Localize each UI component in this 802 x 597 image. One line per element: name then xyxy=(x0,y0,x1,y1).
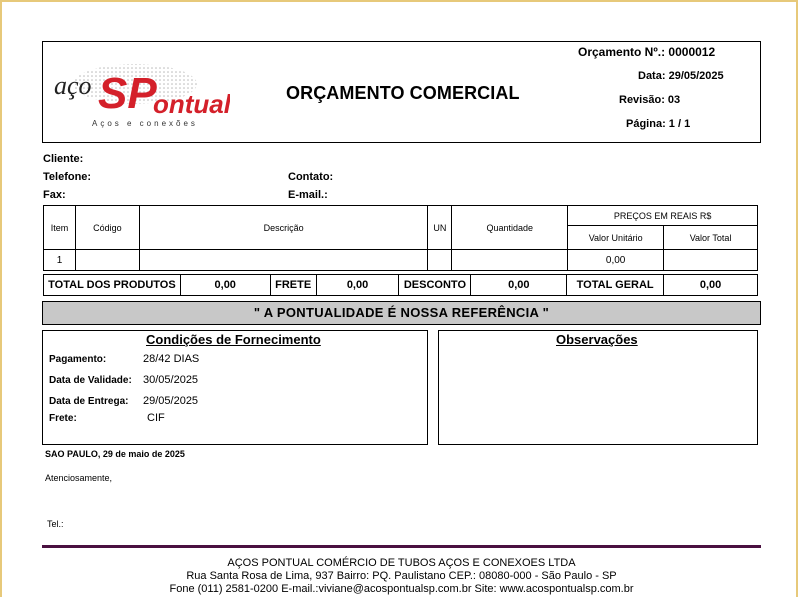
greeting: Atenciosamente, xyxy=(45,473,113,483)
revision: Revisão: 03 xyxy=(619,94,681,106)
fax-label: Fax: xyxy=(43,189,66,201)
pagamento-label: Pagamento: xyxy=(49,354,107,365)
header-codigo: Código xyxy=(75,206,139,250)
document-title: ORÇAMENTO COMERCIAL xyxy=(286,83,520,103)
svg-text:aço: aço xyxy=(54,71,92,100)
items-table xyxy=(43,205,758,271)
header-item: Item xyxy=(44,206,76,250)
entrega-value: 29/05/2025 xyxy=(143,395,199,407)
tel-label: Tel.: xyxy=(47,519,64,529)
observations-title: Observações xyxy=(556,332,638,347)
header-un: UN xyxy=(428,206,452,250)
page-number: Página: 1 / 1 xyxy=(626,118,691,130)
row-quantidade xyxy=(452,250,568,271)
totals-table xyxy=(43,274,758,296)
validade-value: 30/05/2025 xyxy=(143,374,199,386)
footer-address: Rua Santa Rosa de Lima, 937 Bairro: PQ. Paulistano CEP.: 08080-000 - São Paulo - SP xyxy=(186,570,617,582)
conditions-box xyxy=(42,330,428,445)
total-produtos-value: 0,00 xyxy=(180,275,270,296)
row-valor-unitario: 0,00 xyxy=(568,250,664,271)
conditions-title: Condições de Fornecimento xyxy=(146,332,321,347)
row-codigo xyxy=(75,250,139,271)
cliente-label: Cliente: xyxy=(43,153,84,165)
place-date: SAO PAULO, 29 de maio de 2025 xyxy=(45,449,185,459)
validade-label: Data de Validade: xyxy=(49,375,132,386)
slogan-banner: " A PONTUALIDADE É NOSSA REFERÊNCIA " xyxy=(42,301,761,325)
orcamento-number: Orçamento Nº.: 0000012 xyxy=(578,45,716,59)
desconto-label: DESCONTO xyxy=(399,275,471,296)
table-row xyxy=(44,250,758,271)
svg-text:Aços e conexões: Aços e conexões xyxy=(92,119,198,128)
row-un xyxy=(428,250,452,271)
header-quantidade: Quantidade xyxy=(452,206,568,250)
row-item: 1 xyxy=(44,250,76,271)
pagamento-value: 28/42 DIAS xyxy=(143,353,200,365)
frete-label: FRETE xyxy=(270,275,316,296)
svg-text:SP: SP xyxy=(98,69,157,118)
header-valor-unitario: Valor Unitário xyxy=(568,226,664,250)
total-geral-label: TOTAL GERAL xyxy=(567,275,664,296)
footer-company: AÇOS PONTUAL COMÉRCIO DE TUBOS AÇOS E CONEXOES LTDA xyxy=(227,557,576,569)
document-date: Data: 29/05/2025 xyxy=(638,70,724,82)
svg-text:ontual: ontual xyxy=(153,89,230,119)
footer-divider xyxy=(42,545,761,548)
entrega-label: Data de Entrega: xyxy=(49,396,129,407)
header-precos: PREÇOS EM REAIS R$ xyxy=(568,206,758,226)
email-label: E-mail.: xyxy=(288,189,328,201)
telefone-label: Telefone: xyxy=(43,171,92,183)
frete-condition-label: Frete: xyxy=(49,413,77,424)
total-produtos-label: TOTAL DOS PRODUTOS xyxy=(44,275,181,296)
observations-box xyxy=(438,330,758,445)
frete-condition-value: CIF xyxy=(147,412,165,424)
frete-value: 0,00 xyxy=(316,275,399,296)
footer-contact: Fone (011) 2581-0200 E-mail.:viviane@acospontualsp.com.br Site: www.acospontualsp.com.br xyxy=(169,583,634,595)
contato-label: Contato: xyxy=(288,171,334,183)
row-valor-total xyxy=(664,250,758,271)
row-descricao xyxy=(139,250,428,271)
header-valor-total: Valor Total xyxy=(664,226,758,250)
header-descricao: Descrição xyxy=(139,206,428,250)
desconto-value: 0,00 xyxy=(471,275,567,296)
total-geral-value: 0,00 xyxy=(664,275,758,296)
company-logo xyxy=(50,58,230,130)
